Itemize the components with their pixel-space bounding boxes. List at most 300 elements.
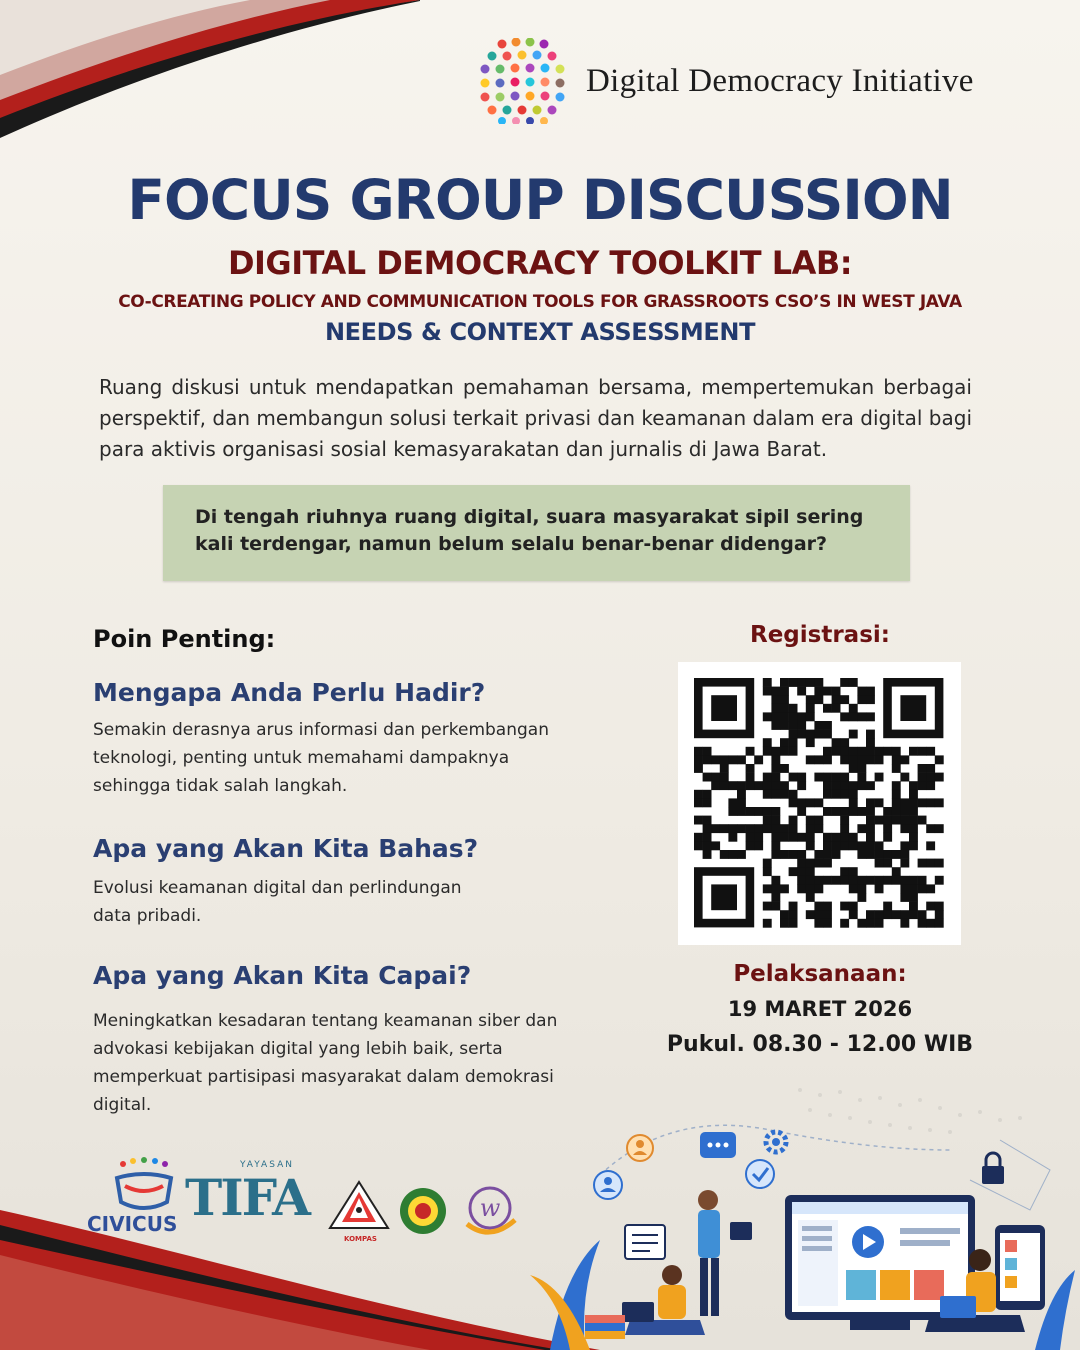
qr-module [771, 884, 780, 893]
qr-module [857, 884, 866, 893]
qr-module [814, 773, 823, 782]
qr-module [866, 919, 875, 928]
qr-module [866, 807, 875, 816]
qr-module [789, 678, 798, 687]
qr-module [806, 730, 815, 739]
qr-module [737, 807, 746, 816]
qr-module [746, 773, 755, 782]
qr-finder [900, 695, 926, 721]
qr-module [909, 790, 918, 799]
registration-qr-code[interactable] [678, 662, 961, 945]
qr-module [909, 876, 918, 885]
qr-module [918, 919, 927, 928]
qr-module [763, 824, 772, 833]
qr-module [849, 730, 858, 739]
qr-module [823, 747, 832, 756]
qr-module [814, 730, 823, 739]
qr-module [771, 816, 780, 825]
qr-module [849, 807, 858, 816]
qr-module [814, 678, 823, 687]
qr-module [926, 919, 935, 928]
qr-module [857, 876, 866, 885]
qr-module [900, 755, 909, 764]
qr-module [789, 730, 798, 739]
qr-module [892, 850, 901, 859]
qr-module [728, 833, 737, 842]
qr-module [857, 824, 866, 833]
qr-module [780, 919, 789, 928]
qr-module [789, 919, 798, 928]
qr-module [857, 773, 866, 782]
qr-module [797, 876, 806, 885]
qr-module [720, 850, 729, 859]
qr-module [900, 798, 909, 807]
qr-module [823, 704, 832, 713]
qr-module [900, 816, 909, 825]
qr-module [840, 678, 849, 687]
qr-module [926, 798, 935, 807]
qr-module [789, 721, 798, 730]
qr-module [797, 798, 806, 807]
qr-module [711, 755, 720, 764]
qr-module [771, 712, 780, 721]
qr-module [866, 824, 875, 833]
qr-module [900, 841, 909, 850]
qr-module [806, 704, 815, 713]
qr-module [780, 764, 789, 773]
qr-module [797, 712, 806, 721]
qr-module [883, 833, 892, 842]
qr-module [866, 841, 875, 850]
qr-module [789, 704, 798, 713]
qr-module [797, 730, 806, 739]
qr-module [866, 747, 875, 756]
dot-cluster-logo [480, 38, 568, 124]
qr-module [703, 798, 712, 807]
qr-finder [711, 695, 737, 721]
qr-module [857, 850, 866, 859]
qr-module [763, 773, 772, 782]
qr-module [780, 678, 789, 687]
qr-module [866, 781, 875, 790]
qr-module [832, 850, 841, 859]
qr-module [728, 850, 737, 859]
qr-module [840, 841, 849, 850]
qr-module [875, 876, 884, 885]
qr-module [771, 721, 780, 730]
qr-module [814, 910, 823, 919]
qr-module [771, 781, 780, 790]
point-line: Semakin derasnya arus informasi dan perkembangan [93, 720, 549, 740]
qr-module [892, 747, 901, 756]
qr-module [875, 816, 884, 825]
qr-module [935, 902, 944, 911]
qr-module [918, 859, 927, 868]
qr-module [840, 867, 849, 876]
qr-module [789, 798, 798, 807]
qr-module [754, 833, 763, 842]
qr-module [926, 747, 935, 756]
qr-module [694, 790, 703, 799]
qr-module [746, 764, 755, 773]
qr-module [892, 910, 901, 919]
qr-module [806, 824, 815, 833]
qr-module [763, 867, 772, 876]
qr-module [875, 798, 884, 807]
point-line: memperkuat partisipasi masyarakat dalam demokrasi [93, 1067, 554, 1087]
qr-module [823, 910, 832, 919]
qr-module [883, 816, 892, 825]
qr-module [823, 841, 832, 850]
qr-module [771, 807, 780, 816]
qr-module [840, 824, 849, 833]
qr-module [797, 850, 806, 859]
qr-module [883, 902, 892, 911]
qr-module [771, 850, 780, 859]
qr-module [935, 773, 944, 782]
page-tagline: CO-CREATING POLICY AND COMMUNICATION TOOLS FOR GRASSROOTS CSO’S IN WEST JAVA [118, 292, 962, 312]
qr-module [703, 773, 712, 782]
qr-module [892, 816, 901, 825]
qr-module [857, 764, 866, 773]
qr-module [763, 712, 772, 721]
qr-module [840, 816, 849, 825]
qr-module [926, 781, 935, 790]
qr-module [780, 695, 789, 704]
qr-module [866, 695, 875, 704]
qr-module [832, 695, 841, 704]
qr-module [789, 712, 798, 721]
qr-module [918, 764, 927, 773]
user-icon [594, 1171, 622, 1199]
qr-module [797, 884, 806, 893]
qr-module [900, 884, 909, 893]
qr-module [909, 893, 918, 902]
qr-module [823, 859, 832, 868]
qr-module [771, 704, 780, 713]
civicus-name: CIVICUS [87, 1212, 178, 1236]
registration-label: Registrasi: [750, 622, 890, 648]
qr-module [720, 773, 729, 782]
svg-text:w: w [479, 1194, 501, 1222]
qr-module [780, 910, 789, 919]
qr-module [849, 884, 858, 893]
qr-module [814, 884, 823, 893]
qr-module [892, 867, 901, 876]
qr-module [840, 790, 849, 799]
point-body-discuss [93, 874, 462, 930]
qr-module [840, 738, 849, 747]
qr-module [797, 833, 806, 842]
qr-module [823, 919, 832, 928]
qr-module [935, 755, 944, 764]
qr-module [737, 790, 746, 799]
qr-module [840, 755, 849, 764]
qr-module [711, 781, 720, 790]
qr-module [754, 781, 763, 790]
qr-module [900, 893, 909, 902]
qr-module [763, 807, 772, 816]
qr-module [711, 773, 720, 782]
qr-module [703, 850, 712, 859]
point-title-achieve: Apa yang Akan Kita Capai? [93, 961, 472, 990]
qr-module [806, 893, 815, 902]
qr-module [892, 876, 901, 885]
qr-module [763, 738, 772, 747]
qr-module [823, 781, 832, 790]
qr-module [746, 807, 755, 816]
qr-module [789, 833, 798, 842]
qr-module [832, 738, 841, 747]
qr-module [866, 910, 875, 919]
qr-module [875, 910, 884, 919]
qr-module [900, 773, 909, 782]
qr-module [703, 841, 712, 850]
qr-module [763, 678, 772, 687]
qr-module [780, 850, 789, 859]
qr-module [771, 790, 780, 799]
quote-box [163, 485, 910, 581]
qr-module [789, 824, 798, 833]
qr-module [832, 687, 841, 696]
qr-module [780, 704, 789, 713]
qr-module [737, 755, 746, 764]
qr-module [763, 884, 772, 893]
points-heading: Poin Penting: [93, 625, 276, 653]
qr-module [857, 807, 866, 816]
qr-module [918, 773, 927, 782]
qr-module [909, 884, 918, 893]
qr-module [918, 781, 927, 790]
qr-module [806, 678, 815, 687]
qr-module [771, 695, 780, 704]
qr-module [900, 824, 909, 833]
regional-emblem-logo [398, 1185, 448, 1237]
qr-module [866, 687, 875, 696]
qr-module [918, 910, 927, 919]
qr-module [789, 850, 798, 859]
qr-module [926, 824, 935, 833]
qr-module [832, 841, 841, 850]
qr-module [737, 798, 746, 807]
qr-module [935, 798, 944, 807]
qr-module [780, 712, 789, 721]
assessment-heading: NEEDS & CONTEXT ASSESSMENT [324, 318, 756, 346]
qr-module [926, 841, 935, 850]
qr-module [840, 695, 849, 704]
qr-module [797, 678, 806, 687]
qr-code-graphic [678, 662, 961, 945]
qr-module [918, 747, 927, 756]
point-line: Meningkatkan kesadaran tentang keamanan siber dan [93, 1011, 558, 1031]
qr-module [883, 850, 892, 859]
qr-module [771, 833, 780, 842]
qr-module [892, 807, 901, 816]
user-icon [627, 1135, 653, 1161]
qr-module [806, 833, 815, 842]
event-date: 19 MARET 2026 [727, 997, 913, 1021]
qr-module [754, 841, 763, 850]
qr-module [823, 721, 832, 730]
qr-module [918, 798, 927, 807]
qr-module [849, 910, 858, 919]
qr-module [909, 798, 918, 807]
qr-module [866, 833, 875, 842]
qr-module [900, 859, 909, 868]
qr-module [909, 816, 918, 825]
qr-module [883, 876, 892, 885]
qr-module [918, 884, 927, 893]
qr-module [840, 876, 849, 885]
gear-icon [766, 1132, 786, 1152]
qr-module [909, 841, 918, 850]
qr-module [849, 876, 858, 885]
qr-finder [711, 884, 737, 910]
lock-icon [982, 1153, 1004, 1184]
top-left-swoosh [0, 0, 420, 190]
qr-module [797, 781, 806, 790]
qr-module [814, 721, 823, 730]
qr-module [832, 773, 841, 782]
qr-module [918, 876, 927, 885]
qr-module [806, 738, 815, 747]
qr-module [694, 833, 703, 842]
qr-module [763, 902, 772, 911]
qr-module [875, 859, 884, 868]
qr-module [857, 712, 866, 721]
qr-module [918, 816, 927, 825]
qr-module [746, 841, 755, 850]
qr-module [823, 773, 832, 782]
qr-module [840, 773, 849, 782]
qr-module [780, 747, 789, 756]
qr-module [909, 833, 918, 842]
qr-module [900, 876, 909, 885]
qr-module [806, 867, 815, 876]
qr-module [694, 816, 703, 825]
qr-module [711, 841, 720, 850]
qr-module [806, 876, 815, 885]
qr-module [857, 695, 866, 704]
qr-module [771, 876, 780, 885]
qr-module [857, 687, 866, 696]
qr-module [857, 893, 866, 902]
qr-module [806, 841, 815, 850]
qr-module [771, 841, 780, 850]
qr-module [866, 798, 875, 807]
qr-module [866, 730, 875, 739]
qr-module [728, 798, 737, 807]
event-time: Pukul. 08.30 - 12.00 WIB [666, 1032, 974, 1057]
qr-module [814, 876, 823, 885]
qr-module [832, 807, 841, 816]
qr-module [926, 884, 935, 893]
qr-module [797, 859, 806, 868]
qr-module [857, 919, 866, 928]
qr-module [763, 781, 772, 790]
qr-module [935, 919, 944, 928]
qr-module [823, 876, 832, 885]
qr-module [814, 798, 823, 807]
qr-module [857, 747, 866, 756]
qr-module [883, 747, 892, 756]
qr-module [789, 910, 798, 919]
qr-module [849, 781, 858, 790]
qr-module [771, 764, 780, 773]
qr-module [823, 730, 832, 739]
qr-module [892, 798, 901, 807]
qr-module [935, 876, 944, 885]
qr-module [840, 833, 849, 842]
qr-module [875, 884, 884, 893]
qr-module [806, 712, 815, 721]
qr-module [875, 773, 884, 782]
qr-module [909, 902, 918, 911]
qr-module [694, 841, 703, 850]
qr-module [814, 902, 823, 911]
qr-module [720, 824, 729, 833]
point-line: data pribadi. [93, 906, 202, 926]
qr-module [892, 781, 901, 790]
qr-module [703, 747, 712, 756]
qr-module [728, 807, 737, 816]
point-line: advokasi kebijakan digital yang lebih baik, serta [93, 1039, 503, 1059]
qr-module [849, 747, 858, 756]
qr-module [909, 824, 918, 833]
qr-module [875, 747, 884, 756]
qr-module [892, 764, 901, 773]
page-subtitle: DIGITAL DEMOCRACY TOOLKIT LAB: [227, 244, 853, 282]
kompas-name: KOMPAS [344, 1235, 377, 1243]
qr-module [771, 824, 780, 833]
qr-module [926, 902, 935, 911]
qr-module [737, 850, 746, 859]
qr-module [832, 781, 841, 790]
point-body-why [93, 716, 549, 800]
qr-module [780, 824, 789, 833]
qr-module [840, 747, 849, 756]
qr-module [763, 919, 772, 928]
qr-module [823, 902, 832, 911]
qr-module [780, 738, 789, 747]
intro-paragraph: Ruang diskusi untuk mendapatkan pemahaman bersama, mempertemukan berbagai perspektif, dan membangun solusi terkait privasi dan keamanan dalam era digital bagi para aktivis organisasi sosial kemasyarakatan dan jurnalis di Jawa Barat. [99, 375, 972, 461]
point-title-why: Mengapa Anda Perlu Hadir? [93, 678, 486, 707]
qr-module [883, 807, 892, 816]
qr-module [814, 850, 823, 859]
qr-module [814, 919, 823, 928]
qr-module [763, 859, 772, 868]
qr-module [849, 704, 858, 713]
qr-module [926, 764, 935, 773]
qr-module [935, 859, 944, 868]
qr-module [935, 824, 944, 833]
qr-module [840, 807, 849, 816]
qr-module [849, 790, 858, 799]
qr-module [771, 687, 780, 696]
qr-module [857, 755, 866, 764]
qr-module [728, 824, 737, 833]
qr-module [866, 738, 875, 747]
qr-module [737, 781, 746, 790]
qr-module [797, 867, 806, 876]
qr-module [892, 790, 901, 799]
qr-module [789, 747, 798, 756]
qr-module [823, 790, 832, 799]
qr-module [771, 893, 780, 902]
qr-module [875, 850, 884, 859]
brand-header [480, 38, 974, 124]
qr-module [849, 678, 858, 687]
